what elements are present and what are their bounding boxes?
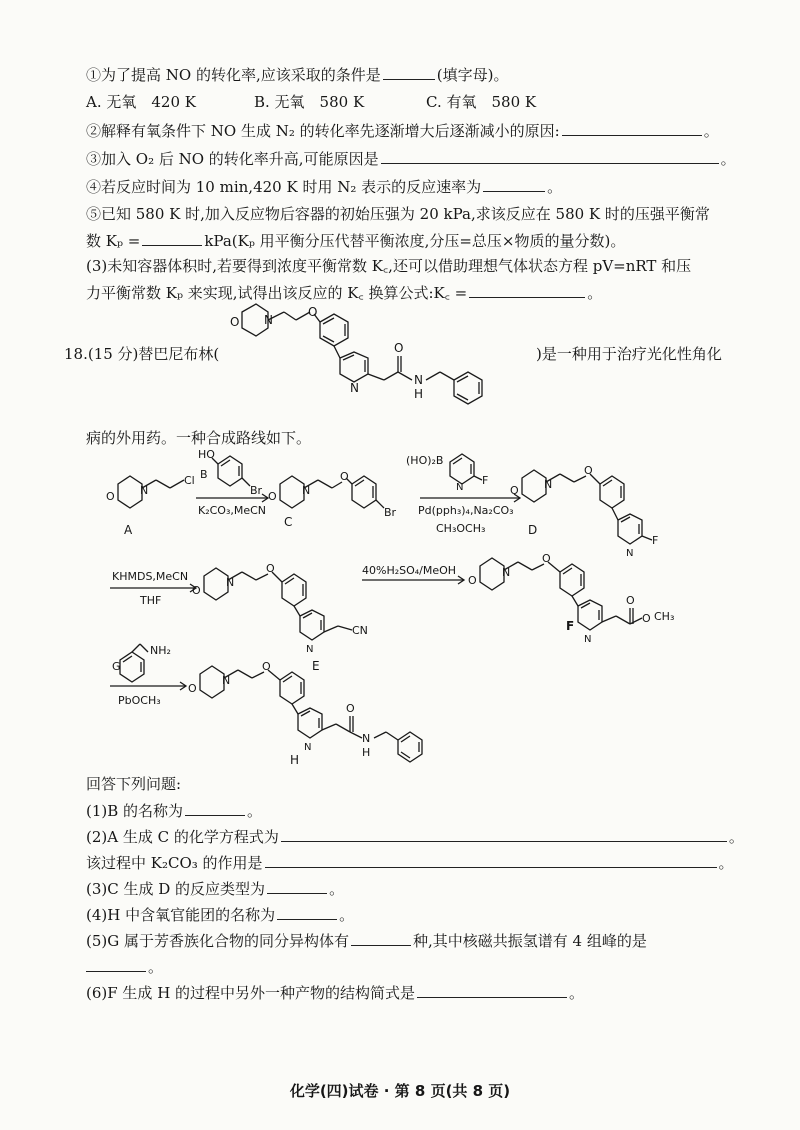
- compound-e: [192, 562, 368, 673]
- benzyl-ring: [454, 372, 482, 404]
- q18-5a-line: (5)G 属于芳香族化合物的同分异构体有 种,其中核磁共振氢谱有 4 组峰的是: [86, 932, 647, 950]
- condition-4: 40%H₂SO₄/MeOH: [362, 564, 457, 577]
- synthesis-scheme: [100, 448, 740, 768]
- compound-f: [468, 552, 674, 645]
- label-f: F: [566, 619, 575, 633]
- compound-h: [188, 660, 422, 767]
- svg-text:N: N: [456, 482, 464, 493]
- svg-text:O: O: [106, 490, 115, 503]
- svg-text:O: O: [510, 484, 519, 497]
- svg-text:Br: Br: [384, 506, 397, 519]
- svg-text:Br: Br: [250, 484, 263, 497]
- tirbanibulin-structure: [228, 300, 538, 412]
- svg-text:CN: CN: [352, 624, 368, 637]
- q18-6-answer-blank[interactable]: [417, 982, 567, 998]
- svg-text:N: N: [264, 313, 273, 327]
- q17-3-line: ③加入 O₂ 后 NO 的转化率升高,可能原因是 。: [86, 150, 736, 168]
- svg-text:N: N: [140, 484, 149, 497]
- svg-text:O: O: [394, 341, 404, 355]
- questions-intro: 回答下列问题:: [86, 775, 182, 793]
- svg-text:F: F: [652, 534, 659, 547]
- q18-2a-line: (2)A 生成 C 的化学方程式为 。: [86, 828, 744, 846]
- q17-2-answer-blank[interactable]: [562, 120, 702, 136]
- condition-2a: Pd(pph₃)₄,Na₂CO₃: [418, 504, 514, 517]
- label-a: A: [124, 523, 133, 537]
- q18-5b-answer-blank[interactable]: [86, 956, 146, 972]
- compound-c: [268, 470, 397, 529]
- q18-5a-answer-blank[interactable]: [351, 930, 411, 946]
- condition-5: PbOCH₃: [118, 694, 161, 707]
- q18-4-line: (4)H 中含氧官能团的名称为 。: [86, 906, 355, 924]
- q17-p3-answer-blank[interactable]: [469, 282, 585, 298]
- svg-text:N: N: [414, 373, 423, 387]
- q18-2b-line: 该过程中 K₂CO₃ 的作用是 。: [86, 854, 734, 872]
- label-b: B: [200, 468, 208, 481]
- q17-4-answer-blank[interactable]: [483, 176, 545, 192]
- svg-text:O: O: [192, 584, 201, 597]
- q17-5-line-b: 数 Kₚ = kPa(Kₚ 用平衡分压代替平衡浓度,分压=总压×物质的量分数)。: [86, 232, 626, 250]
- svg-text:N: N: [584, 634, 592, 645]
- svg-text:O: O: [268, 490, 277, 503]
- q18-3-answer-blank[interactable]: [267, 878, 327, 894]
- q18-6-line: (6)F 生成 H 的过程中另外一种产物的结构简式是 。: [86, 984, 585, 1002]
- label-g: G: [112, 660, 121, 673]
- svg-text:O: O: [346, 702, 355, 715]
- svg-text:Cl: Cl: [184, 474, 195, 487]
- pyridine-ring: [340, 352, 368, 382]
- q17-5-answer-blank[interactable]: [142, 230, 202, 246]
- q18-4-answer-blank[interactable]: [277, 904, 337, 920]
- svg-text:O: O: [626, 594, 635, 607]
- svg-text:O: O: [188, 682, 197, 695]
- label-c: C: [284, 515, 293, 529]
- svg-text:H: H: [414, 387, 424, 401]
- svg-text:N: N: [544, 478, 553, 491]
- svg-text:N: N: [350, 381, 359, 395]
- svg-text:O: O: [308, 305, 318, 319]
- svg-text:N: N: [502, 566, 511, 579]
- q17-p3-line-b: 力平衡常数 Kₚ 来实现,试得出该反应的 K꜀ 换算公式:K꜀ = 。: [86, 284, 603, 302]
- q17-5-line-a: ⑤已知 580 K 时,加入反应物后容器的初始压强为 20 kPa,求该反应在 580 K 时的压强平衡常: [86, 205, 710, 223]
- option-b: B. 无氧 580 K: [254, 93, 365, 111]
- svg-text:N: N: [626, 548, 634, 559]
- label-e: E: [312, 659, 320, 673]
- q17-1-text: ①为了提高 NO 的转化率,应该采取的条件是: [86, 66, 381, 84]
- svg-text:O: O: [642, 612, 651, 625]
- q17-2-line: ②解释有氧条件下 NO 生成 N₂ 的转化率先逐渐增大后逐渐减小的原因: 。: [86, 122, 719, 140]
- svg-text:HO: HO: [198, 448, 215, 461]
- q18-2a-answer-blank[interactable]: [281, 826, 727, 842]
- q17-1-answer-blank[interactable]: [383, 64, 435, 80]
- q18-prefix: 18.(15 分)替巴尼布林(: [64, 345, 220, 363]
- condition-2b: CH₃OCH₃: [436, 522, 486, 535]
- condition-3b: THF: [140, 594, 162, 607]
- option-c: C. 有氧 580 K: [426, 93, 537, 111]
- svg-text:O: O: [340, 470, 349, 483]
- q17-options: [86, 92, 536, 112]
- q18-1-answer-blank[interactable]: [185, 800, 245, 816]
- q18-suffix: )是一种用于治疗光化性角化: [536, 345, 722, 363]
- q18-1-line: (1)B 的名称为 。: [86, 802, 263, 820]
- svg-text:N: N: [302, 484, 311, 497]
- svg-text:(HO)₂B: (HO)₂B: [406, 454, 444, 467]
- compound-b: [198, 448, 263, 497]
- q17-4-line: ④若反应时间为 10 min,420 K 时用 N₂ 表示的反应速率为 。: [86, 178, 563, 196]
- option-a: A. 无氧 420 K: [86, 93, 196, 111]
- boronic-acid-reagent: [406, 454, 488, 493]
- q17-p3-line-a: (3)未知容器体积时,若要得到浓度平衡常数 K꜀,还可以借助理想气体状态方程 pV=nRT 和压: [86, 257, 692, 275]
- svg-text:H: H: [362, 746, 371, 759]
- q17-1-line: ①为了提高 NO 的转化率,应该采取的条件是 (填字母)。: [86, 66, 509, 84]
- q18-3-line: (3)C 生成 D 的反应类型为 。: [86, 880, 345, 898]
- svg-text:N: N: [362, 732, 371, 745]
- compound-d: [510, 464, 658, 559]
- condition-1: K₂CO₃,MeCN: [198, 504, 267, 517]
- svg-text:N: N: [226, 576, 235, 589]
- q17-3-answer-blank[interactable]: [381, 148, 719, 164]
- label-h: H: [290, 753, 300, 767]
- condition-3a: KHMDS,MeCN: [112, 570, 189, 583]
- svg-text:NH₂: NH₂: [150, 644, 171, 657]
- svg-text:O: O: [542, 552, 551, 565]
- q18-continued: 病的外用药。一种合成路线如下。: [86, 429, 312, 447]
- svg-text:CH₃: CH₃: [654, 610, 675, 623]
- svg-text:N: N: [222, 674, 231, 687]
- label-d: D: [528, 523, 538, 537]
- svg-text:N: N: [306, 644, 314, 655]
- svg-text:O: O: [266, 562, 275, 575]
- svg-text:O: O: [584, 464, 593, 477]
- compound-a: [106, 474, 195, 537]
- compound-g: [112, 644, 171, 682]
- svg-text:F: F: [482, 474, 489, 487]
- q18-2b-answer-blank[interactable]: [265, 852, 717, 868]
- page-footer: 化学(四)试卷 · 第 8 页(共 8 页): [289, 1082, 511, 1100]
- svg-text:O: O: [262, 660, 271, 673]
- svg-text:O: O: [230, 315, 240, 329]
- q18-5b-line: 。: [86, 956, 163, 977]
- svg-text:O: O: [468, 574, 477, 587]
- svg-text:N: N: [304, 742, 312, 753]
- benzene-ring: [320, 314, 348, 346]
